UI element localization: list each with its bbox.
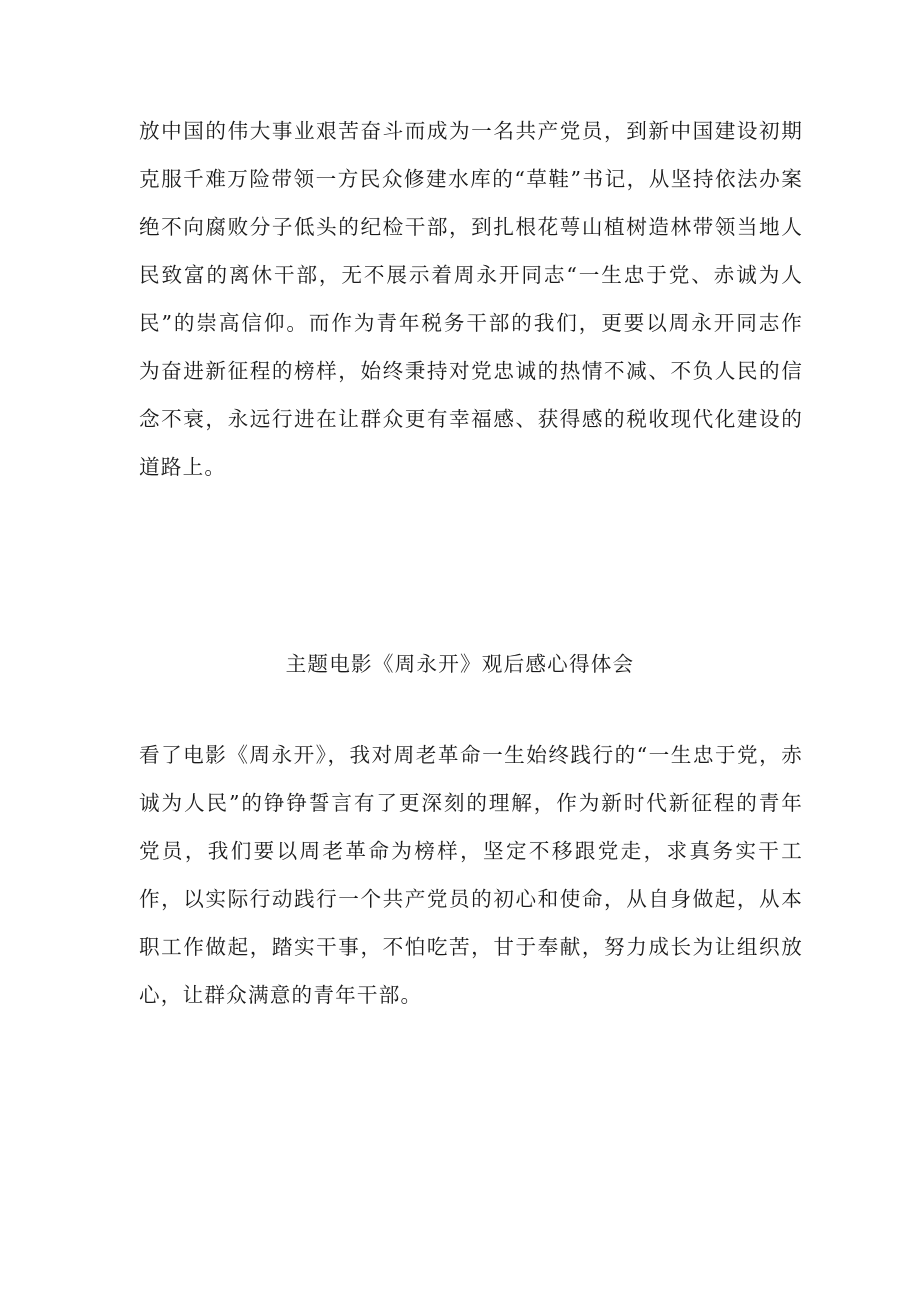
body-paragraph-2: 看了电影《周永开》，我对周老革命一生始终践行的“一生忠于党，赤诚为人民”的铮铮誓言有了更深刻的理解，作为新时代新征程的青年党员，我们要以周老革命为榜样，坚定不移跟党走，求真务实干工作，以实际行动践行一个共产党员的初心和使命，从自身做起，从本职工作做起，踏实干事，不怕吃苦，甘于奉献，努力成长为让组织放心，让群众满意的青年干部。 (139, 743, 803, 1007)
section-title: 主题电影《周永开》观后感心得体会 (285, 652, 635, 676)
body-paragraph-1: 放中国的伟大事业艰苦奋斗而成为一名共产党员，到新中国建设初期克服千难万险带领一方民众修建水库的“草鞋”书记，从坚持依法办案绝不向腐败分子低头的纪检干部，到扎根花萼山植树造林带领当地人民致富的离休干部，无不展示着周永开同志“一生忠于党、赤诚为人民”的崇高信仰。而作为青年税务干部的我们，更要以周永开同志作为奋进新征程的榜样，始终秉持对党忠诚的热情不减、不负人民的信念不衰，永远行进在让群众更有幸福感、获得感的税收现代化建设的道路上。 (139, 119, 803, 479)
